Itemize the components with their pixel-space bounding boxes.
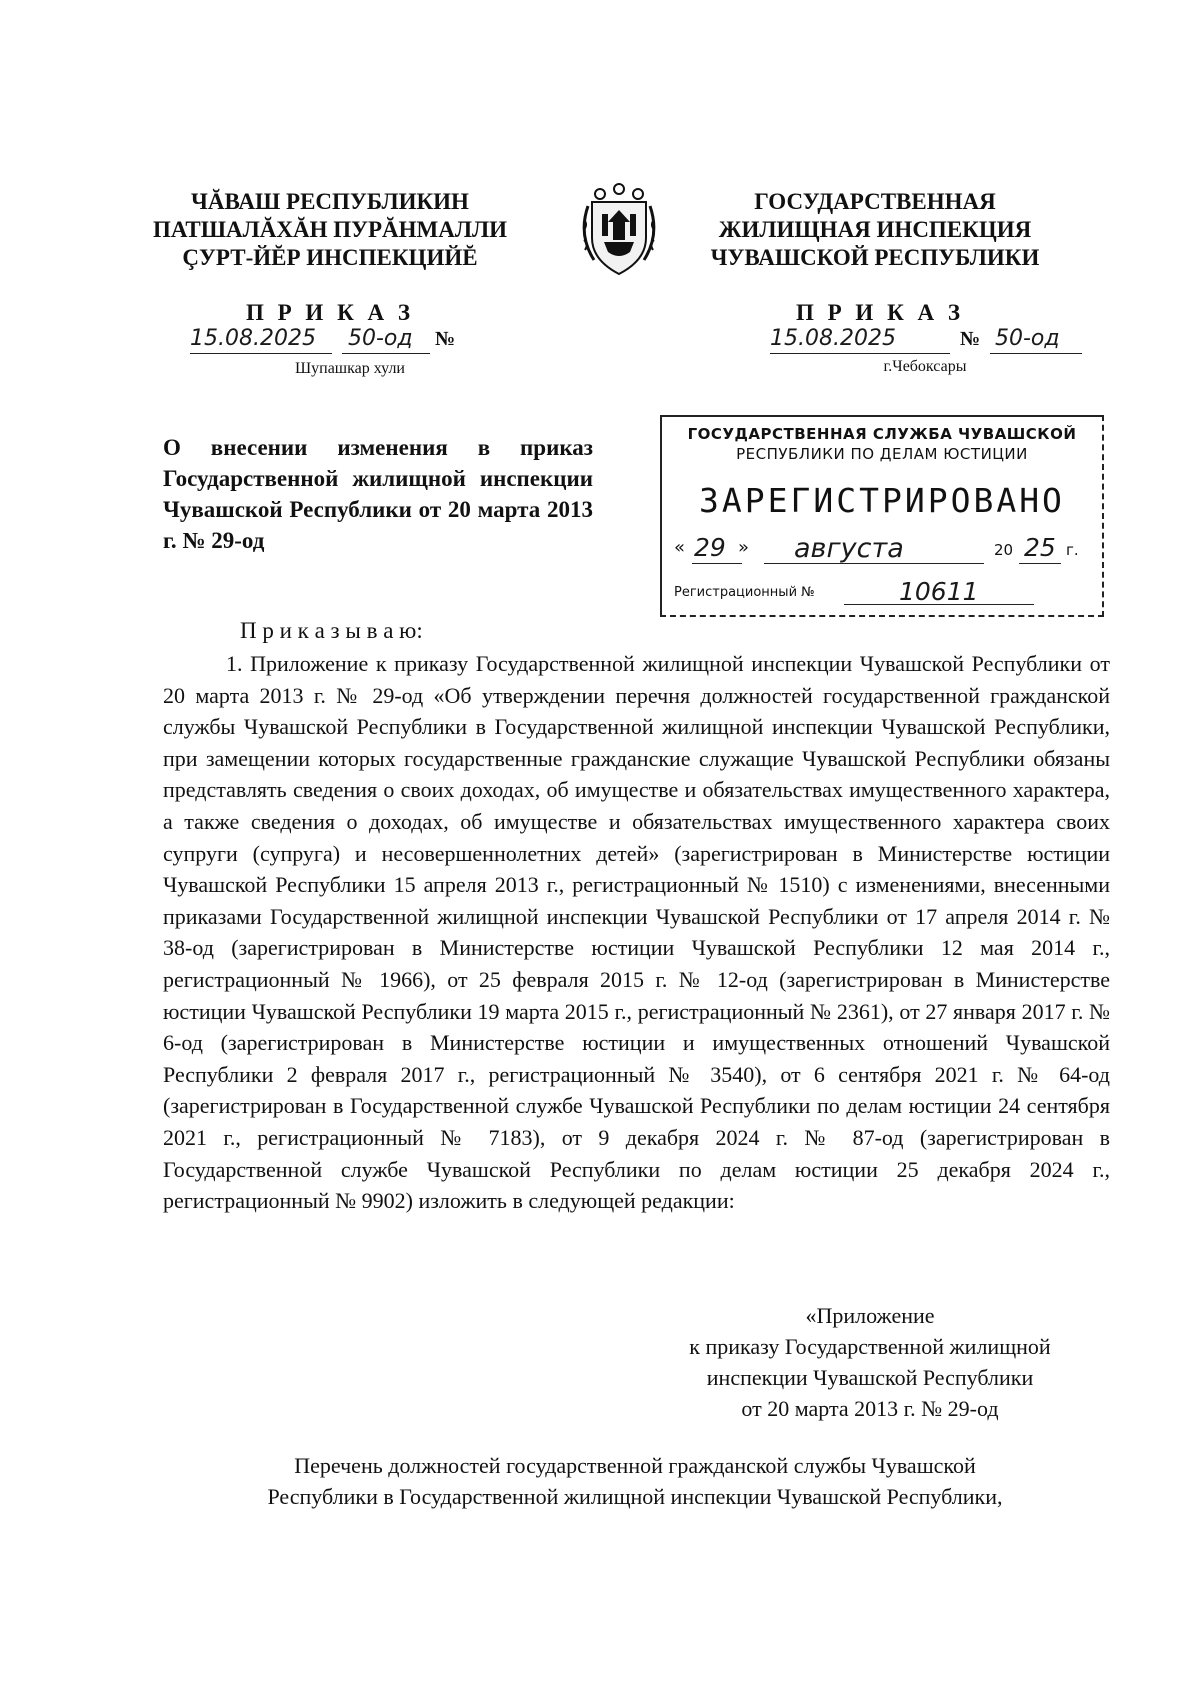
right-order-date: 15.08.2025 xyxy=(770,326,896,351)
appendix-header xyxy=(640,1300,1100,1424)
right-header-line3: ЧУВАШСКОЙ РЕСПУБЛИКИ xyxy=(710,245,1040,270)
stamp-reg-row xyxy=(674,577,1094,607)
stamp-year-unit: г. xyxy=(1066,541,1079,559)
stamp-date-row xyxy=(674,533,1094,567)
stamp-day: 29 xyxy=(694,533,726,562)
stamp-line1: ГОСУДАРСТВЕННАЯ СЛУЖБА ЧУВАШСКОЙ xyxy=(687,425,1077,443)
stamp-reg-underline xyxy=(844,604,1034,605)
left-order-date: 15.08.2025 xyxy=(190,326,316,351)
list-title xyxy=(160,1450,1110,1512)
left-number-underline xyxy=(342,353,430,354)
stamp-month: августа xyxy=(794,533,904,564)
right-order-number: 50-од xyxy=(995,326,1060,351)
stamp-day-underline xyxy=(692,563,742,564)
right-header-line2: ЖИЛИЩНАЯ ИНСПЕКЦИЯ xyxy=(718,217,1032,242)
appendix-line4: от 20 марта 2013 г. № 29-од xyxy=(741,1396,999,1421)
list-title-line1: Перечень должностей государственной гражданской службы Чувашской xyxy=(294,1453,976,1478)
left-order-line xyxy=(190,326,500,356)
left-order-title: П Р И К А З xyxy=(245,300,414,325)
left-order-number: 50-од xyxy=(348,326,413,351)
left-header-line3: ÇУРТ-ЙĔР ИНСПЕКЦИЙĔ xyxy=(182,245,478,270)
right-header-line1: ГОСУДАРСТВЕННАЯ xyxy=(754,189,996,214)
stamp-year-prefix: 20 xyxy=(994,541,1014,559)
order-word: П р и к а з ы в а ю: xyxy=(240,618,423,643)
order-subject: О внесении изменения в приказ Государственной жилищной инспекции Чувашской Республики от 20 марта 2013 г. № 29-од xyxy=(163,435,593,553)
left-header-line2: ПАТШАЛĂХĂН ПУРĂНМАЛЛИ xyxy=(152,217,508,242)
stamp-quote-open: « xyxy=(674,537,686,558)
stamp-status: ЗАРЕГИСТРИРОВАНО xyxy=(699,481,1065,520)
right-place: г.Чебоксары xyxy=(883,358,967,375)
right-order-title: П Р И К А З xyxy=(795,300,964,325)
list-title-line2: Республики в Государственной жилищной инспекции Чувашской Республики, xyxy=(267,1484,1003,1509)
stamp-line2: РЕСПУБЛИКИ ПО ДЕЛАМ ЮСТИЦИИ xyxy=(736,445,1028,463)
right-number-underline xyxy=(990,353,1082,354)
stamp-quote-close: » xyxy=(738,537,750,558)
stamp-reg-label: Регистрационный № xyxy=(674,585,815,600)
coat-of-arms-icon xyxy=(578,180,660,282)
right-number-sign: № xyxy=(960,328,981,350)
left-number-sign: № xyxy=(435,328,456,350)
left-header-line1: ЧĂВАШ РЕСПУБЛИКИН xyxy=(191,189,469,214)
registration-stamp xyxy=(660,415,1104,617)
left-date-underline xyxy=(190,353,332,354)
right-order-line xyxy=(770,326,1100,356)
stamp-year-suffix: 25 xyxy=(1024,533,1056,562)
appendix-line3: инспекции Чувашской Республики xyxy=(706,1365,1034,1390)
right-header xyxy=(690,188,1060,272)
left-place: Шупашкар хули xyxy=(295,360,405,377)
paragraph-1: 1. Приложение к приказу Государственной жилищной инспекции Чувашской Республики от 20 марта 2013 г. № 29-од «Об утверждении перечня должностей государственной гражданской службы Чувашской Республики в Государственной жилищной инспекции Чувашской Республики, при замещении которых государственные гражданские служащие Чувашской Республики обязаны представлять сведения о своих доходах, об имуществе и обязательствах имущественного характера, а также сведения о доходах, об имуществе и обязательствах имущественного характера своих супруги (супруга) и несовершеннолетних детей» (зарегистрирован в Министерстве юстиции Чувашской Республики 15 апреля 2013 г., регистрационный № 1510) с изменениями, внесенными приказами Государственной жилищной инспекции Чувашской Республики от 17 апреля 2014 г. № 38-од (зарегистрирован в Министерстве юстиции Чувашской Республики 12 мая 2014 г., регистрационный № 1966), от 25 февраля 2015 г. № 12-од (зарегистрирован в Министерстве юстиции Чувашской Республики 19 марта 2015 г., регистрационный № 2361), от 27 января 2017 г. № 6-од (зарегистрирован в Министерстве юстиции и имущественных отношений Чувашской Республики 2 февраля 2017 г., регистрационный № 3540), от 6 сентября 2021 г. № 64-од (зарегистрирован в Государственной службе Чувашской Республики по делам юстиции 24 сентября 2021 г., регистрационный № 7183), от 9 декабря 2024 г. № 87-од (зарегистрирован в Государственной службе Чувашской Республики по делам юстиции 25 декабря 2024 г., регистрационный № 9902) изложить в следующей редакции: xyxy=(163,651,1110,1214)
left-header xyxy=(130,188,530,272)
stamp-reg-number: 10611 xyxy=(899,577,979,606)
right-date-underline xyxy=(770,353,950,354)
appendix-line2: к приказу Государственной жилищной xyxy=(689,1334,1051,1359)
stamp-month-underline xyxy=(764,563,984,564)
stamp-year-underline xyxy=(1019,563,1061,564)
appendix-line1: «Приложение xyxy=(805,1303,935,1328)
